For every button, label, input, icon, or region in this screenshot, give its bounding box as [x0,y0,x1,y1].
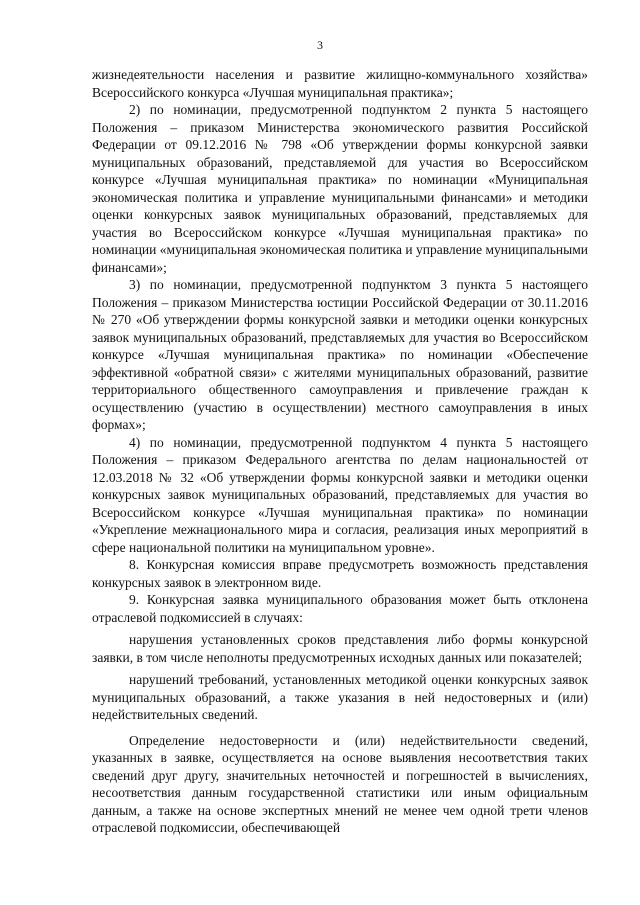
paragraph-invalid-data-definition: Определение недостоверности и (или) недействительности сведений, указанных в заявке, осуществляется на основе выявления несоответствия таких сведений друг другу, значительных неточностей и погрешностей в вычислениях, несоответствия данным государственной статистики или иным официальным данным, а также на основе экспертных мнений не менее чем одной трети членов отраслевой подкомиссии, обеспечивающей [92,732,588,835]
paragraph-item-4: 4) по номинации, предусмотренной подпунктом 4 пункта 5 настоящего Положения – приказом Федерального агентства по делам национальностей от 12.03.2018 № 32 «Об утверждении формы конкурсной заявки и методики оценки конкурсных заявок муниципальных образований, представляемых для участия во Всероссийском конкурсе «Лучшая муниципальная практика» по номинации «Укрепление межнационального мира и согласия, реализация иных мероприятий в сфере национальной политики на муниципальном уровне». [92,434,588,555]
paragraph-reason-requirements: нарушений требований, установленных методикой оценки конкурсных заявок муниципальных образований, а также указания в ней недостоверных и (или) недействительных сведений. [92,672,588,722]
paragraph-clause-9: 9. Конкурсная заявка муниципального образования может быть отклонена отраслевой подкомиссией в случаях: [92,592,588,625]
paragraph-item-2: 2) по номинации, предусмотренной подпунктом 2 пункта 5 настоящего Положения – приказом Министерства экономического развития Российской Федерации от 09.12.2016 № 798 «Об утверждении формы конкурсной заявки муниципальных образований, представляемой для участия во Всероссийском конкурсе «Лучшая муниципальная практика» по номинации «Муниципальная экономическая политика и управление муниципальными финансами» и методики оценки конкурсных заявок муниципальных образований, представляемых для участия во Всероссийском конкурсе «Лучшая муниципальная практика» по номинации «муниципальная экономическая политика и управление муниципальными финансами»; [92,102,588,275]
paragraph-reason-deadlines: нарушения установленных сроков представления либо формы конкурсной заявки, в том числе неполноты предусмотренных исходных данных или показателей; [92,632,588,665]
paragraph-continuation: жизнедеятельности населения и развитие жилищно-коммунального хозяйства» Всероссийского конкурса «Лучшая муниципальная практика»; [92,67,588,100]
page-number: 3 [317,38,323,52]
paragraph-clause-8: 8. Конкурсная комиссия вправе предусмотреть возможность представления конкурсных заявок в электронном виде. [92,557,588,590]
document-body [92,66,588,837]
paragraph-item-3: 3) по номинации, предусмотренной подпунктом 3 пункта 5 настоящего Положения – приказом Министерства юстиции Российской Федерации от 30.11.2016 № 270 «Об утверждении формы конкурсной заявки и методики оценки конкурсных заявок муниципальных образований, представляемых для участия во Всероссийском конкурсе «Лучшая муниципальная практика» по номинации «Обеспечение эффективной «обратной связи» с жителями муниципальных образований, развитие территориального общественного самоуправления и привлечение граждан к осуществлению (участию в осуществлении) местного самоуправления в иных формах»; [92,277,588,432]
